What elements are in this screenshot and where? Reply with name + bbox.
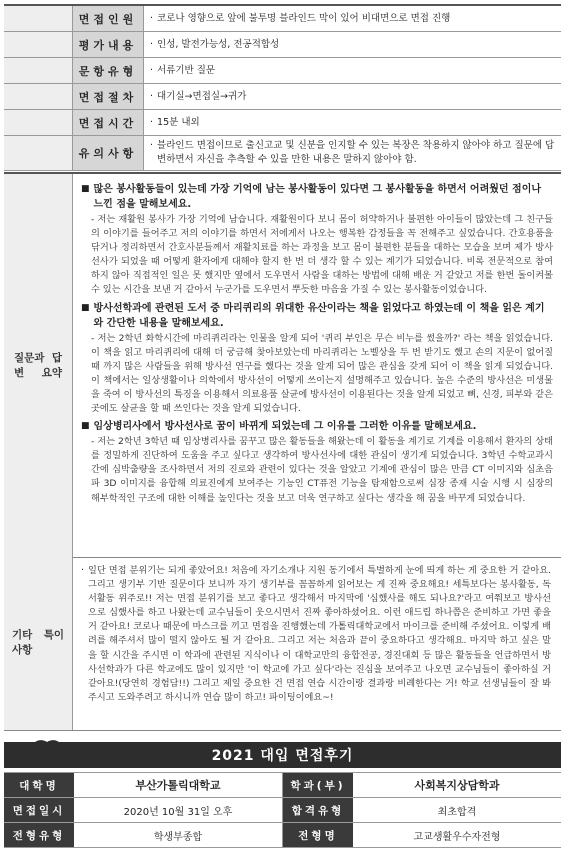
info-row bbox=[4, 84, 561, 110]
info-value: 블라인드 면접이므로 출신고교 및 신분을 인지할 수 있는 복장은 착용하지 않아야 하고 질문에 답변하면서 자신을 추측할 수 있을 만한 내용은 말하지 않아야 함. bbox=[157, 140, 555, 165]
square-bullet-icon: ■ bbox=[81, 184, 90, 194]
question: ■ 방사선학과에 관련된 도서 중 마리퀴리의 위대한 유산이라는 책을 읽었다고 하였는데 이 책을 읽은 계기와 간단한 내용을 말해보세요. bbox=[81, 302, 545, 329]
info-row bbox=[4, 32, 561, 58]
info-row bbox=[4, 58, 561, 84]
info-label: 평가내용 bbox=[73, 32, 144, 57]
interview-info-table bbox=[4, 4, 561, 171]
bullet: · bbox=[150, 12, 154, 24]
summary-key: 학과(부) bbox=[283, 773, 353, 797]
summary-value: 고교생활우수자전형 bbox=[413, 831, 501, 843]
summary-value: 부산가톨릭대학교 bbox=[74, 773, 283, 797]
remarks-section bbox=[4, 556, 561, 731]
bullet: · bbox=[150, 116, 154, 128]
summary-row bbox=[4, 798, 561, 823]
info-row bbox=[4, 136, 561, 171]
qa-body bbox=[73, 174, 561, 557]
summary-table bbox=[4, 772, 561, 848]
summary-key: 합격유형 bbox=[283, 798, 353, 822]
summary-value: 사회복지상담학과 bbox=[414, 779, 500, 792]
summary-key: 전형유형 bbox=[4, 823, 74, 847]
answer: - 저는 2학년 화학시간에 마리퀴리라는 인물을 알게 되어 '퀴리 부인은 무슨 비누를 썼을까?' 라는 책을 읽었습니다. 이 책을 읽고 마리퀴리에 대해 더 궁금해 찾아보았는데 마리퀴리는 노벨상을 두 번 받기도 했고 손의 지문이 없어질 때 까지 많은 사람들을 위해 방사선 연구를 했다는 것을 알게 되어 많은 관심을 갖게 되어 이 책을 읽게 되었습니다. 이 책에서는 일상생활이나 의학에서 방사선이 어떻게 쓰이는지 설명해주고 있습니다. 높은 수준의 방사선은 미생물을 죽여 이 방사선의 특징을 이용해서 의료용품 살균에 방사선이 이용된다는 것을 알게 되었고 뼈, 신경, 피부와 같은 곳에도 살균을 할 때 쓰인다는 것을 알게 되었습니다. bbox=[91, 332, 553, 415]
question: ■ 많은 봉사활동들이 있는데 가장 기억에 남는 봉사활동이 있다면 그 봉사활동을 하면서 어려웠던 점이나 느낀 점을 말해보세요. bbox=[81, 184, 542, 210]
summary-value: 최초합격 bbox=[437, 806, 477, 818]
bullet: · bbox=[150, 38, 154, 50]
qa-side-label: 질문과 답변 요약 bbox=[14, 351, 62, 379]
info-value: 코로나 영향으로 앞에 불투명 블라인드 막이 있어 비대면으로 면접 진행 bbox=[157, 12, 451, 24]
remarks-side-label: 기타 특이사항 bbox=[12, 629, 64, 656]
bullet: · bbox=[150, 64, 154, 76]
bullet: · bbox=[150, 90, 154, 102]
summary-row bbox=[4, 772, 561, 798]
summary-value: 학생부종합 bbox=[74, 823, 283, 847]
info-value: 인성, 발전가능성, 전공적합성 bbox=[157, 38, 280, 50]
summary-key: 전형명 bbox=[283, 823, 353, 847]
info-row bbox=[4, 6, 561, 32]
summary-key: 면접일시 bbox=[4, 798, 74, 822]
summary-row bbox=[4, 823, 561, 848]
info-value: 15분 내외 bbox=[157, 116, 200, 128]
info-row bbox=[4, 110, 561, 136]
remarks-text: 일단 면접 분위기는 되게 좋았어요! 처음에 자기소개나 지원 동기에서 특별하게 눈에 띄게 하는 게 중요한 거 같아요. 그리고 생기부 기반 질문이다 보니까 자기 생기부를 꼼꼼하게 읽어보는 게 진짜 중요해요! 세특보다는 봉사활동, 독서활동 위주로!! 저는 면접 분위기를 보고 좋다고 생각해서 마지막에 '심했사를 해도 되나요?'라고 여쭤보고 방사선으로 심했사를 하고 나왔는데 교수님들이 웃으시면서 진짜 좋아하셨어요. 이런 애드립 하나쯤은 준비하고 가면 좋을 거 같아요! 코로나 때문에 마스크를 끼고 면접을 진행했는데 가톨릭대학교에서 마이크를 준비해 주셨어요. 이렇게 배려를 해주셔서 많이 떨지 않아도 될 거 같아요. 그리고 저는 처음과 끝이 중요하다고 생각해요. 마지막 하고 싶은 말을 할 시간을 주시면 이 학과에 관련된 지식이나 이 대학교만의 융합전공, 경진대회 등 많은 활동들을 언급하면서 방사선학과가 다른 학교에도 많이 있지만 '이 학교에 가고 싶다'라는 진심을 보여주고 나오면 교수님들이 좋아하실 거 같아요!(당연히 경험담!!) 그리고 제일 중요한 건 면접 연습 시간이랑 결과랑 비례한다는 거! 학교 선생님들이 잘 봐주시고 도와주려고 하시니까 연습 많이 하고! 파이팅이에요~! bbox=[88, 565, 551, 703]
square-bullet-icon: ■ bbox=[81, 421, 90, 432]
answer: - 저는 2학년 3학년 때 임상병리사를 꿈꾸고 많은 활동들을 해왔는데 이 활동을 계기로 기계를 이용해서 환자의 상태를 정밀하게 진단하여 도움을 주고 싶다고 생각하여 방사선사에 대한 관심이 생기게 되었습니다. 3학년 수학교과시간에 심박출량을 조사하면서 저의 진로와 관련이 있다는 것을 알았고 기계에 관심이 많은 만큼 CT 이미지와 심초음파 3D 이미지를 융합해 의료진에게 보여주는 기능인 CT퓨전 기능을 탐재함으로써 심장 종재 시술 시행 시 심장의 해부학적인 구조에 대한 이해를 높인다는 것을 보고 더욱 연구하고 싶다는 생각을 해 꿈을 바꾸게 되었습니다. bbox=[91, 436, 553, 504]
qa-section bbox=[4, 172, 561, 558]
square-bullet-icon: ■ bbox=[81, 302, 90, 313]
answer: - 저는 재활원 봉사가 가장 기억에 남습니다. 재활원이다 보니 몸이 허약하거나 불편한 아이들이 많았는데 그 친구들의 이야기를 들어주고 저의 이야기를 하면서 저에게서 나오는 행복한 감정들을 꼭 전해주고 싶었습니다. 간호용품을 닦거나 정리하면서 간호사분들께서 재활치료를 하는 과정을 보고 몸이 불편한 분들을 대하는 모습을 보며 제가 방사선사가 되었을 때 어떻게 환자에게 대해야 할지 한 번 더 생각 할 수 있는 계기가 되었습니다. 비록 전문적으로 참여하지 않아 직접적인 일은 못 했지만 옆에서 도우면서 사람을 대하는 방법에 대해 배운 거 같았고 저를 한번 돌이켜볼 수 있는 시간을 보낸 거 같아서 누군가를 도우면서 뿌듯한 마음을 가질 수 있는 봉사활동이었습니다. bbox=[91, 214, 553, 296]
banner-title: 2021 대입 면접후기 bbox=[211, 748, 354, 764]
info-label: 면접시간 bbox=[73, 110, 144, 135]
info-value: 대기실→면접실→귀가 bbox=[157, 90, 247, 102]
info-label: 유의사항 bbox=[73, 136, 144, 170]
summary-value: 2020년 10월 31일 오후 bbox=[74, 798, 283, 822]
summary-key: 대학명 bbox=[4, 773, 74, 797]
info-value: 서류기반 질문 bbox=[157, 64, 216, 76]
question: ■ 임상병리사에서 방사선사로 꿈이 바뀌게 되었는데 그 이유를 그러한 이유를 말해보세요. bbox=[81, 421, 477, 433]
bullet: · bbox=[150, 140, 154, 151]
bullet: · bbox=[81, 565, 85, 576]
title-banner bbox=[4, 742, 561, 768]
info-label: 면접절차 bbox=[73, 84, 144, 109]
info-label: 문항유형 bbox=[73, 58, 144, 83]
info-label: 면접인원 bbox=[73, 6, 144, 31]
